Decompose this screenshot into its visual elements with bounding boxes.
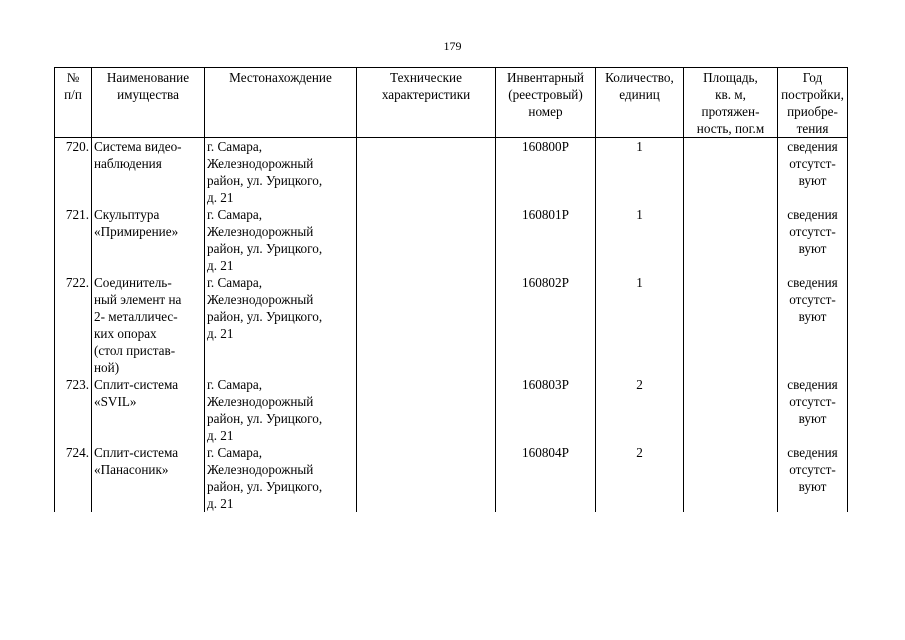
cell-area [684, 376, 778, 444]
table-row [55, 274, 848, 376]
cell-number: 721. [55, 206, 92, 274]
cell-year-line: сведения [787, 207, 838, 222]
cell-name-line: Система видео- [94, 139, 182, 154]
cell-name-line: «SVIL» [94, 394, 137, 409]
header-line: Технические [390, 70, 462, 85]
header-line: Площадь, [703, 70, 758, 85]
cell-location-line: д. 21 [207, 258, 234, 273]
cell-name [92, 274, 205, 376]
cell-inventory: 160801Р [496, 206, 596, 274]
cell-area [684, 138, 778, 207]
cell-number: 723. [55, 376, 92, 444]
cell-name [92, 138, 205, 207]
header-line: Год [802, 70, 823, 85]
cell-location-line: Железнодорожный [207, 156, 314, 171]
cell-location-line: г. Самара, [207, 207, 263, 222]
cell-name-line: Сплит-система [94, 445, 179, 460]
cell-location [205, 274, 357, 376]
cell-name-line: ких опорах [94, 326, 157, 341]
cell-inventory: 160800Р [496, 138, 596, 207]
cell-quantity: 1 [596, 274, 684, 376]
header-line: Количество, [605, 70, 674, 85]
header-line: номер [528, 104, 563, 119]
header-row [55, 68, 848, 138]
cell-year-line: отсутст- [789, 156, 836, 171]
cell-year [778, 376, 848, 444]
cell-year-line: вуют [798, 411, 827, 426]
cell-number: 724. [55, 444, 92, 512]
cell-name [92, 376, 205, 444]
cell-area [684, 274, 778, 376]
cell-location [205, 444, 357, 512]
cell-location-line: район, ул. Урицкого, [207, 173, 323, 188]
header-line: кв. м, [715, 87, 746, 102]
cell-location-line: г. Самара, [207, 377, 263, 392]
header-line: характеристики [381, 87, 471, 102]
header-line: (реестровый) [508, 87, 583, 102]
cell-location-line: район, ул. Урицкого, [207, 479, 323, 494]
cell-year-line: отсутст- [789, 224, 836, 239]
header-line: постройки, [781, 87, 844, 102]
cell-year [778, 444, 848, 512]
cell-location-line: д. 21 [207, 496, 234, 511]
cell-number: 720. [55, 138, 92, 207]
cell-technical [357, 206, 496, 274]
cell-name-line: Сплит-система [94, 377, 179, 392]
header-line: Наименование [106, 70, 190, 85]
header-line: приобре- [787, 104, 838, 119]
cell-name [92, 206, 205, 274]
table-body [55, 138, 848, 513]
property-registry-table [54, 67, 848, 512]
cell-name-line: 2- металличес- [94, 309, 178, 324]
cell-name [92, 444, 205, 512]
cell-quantity: 1 [596, 138, 684, 207]
cell-name-line: наблюдения [94, 156, 162, 171]
cell-year [778, 138, 848, 207]
header-line: имущества [117, 87, 179, 102]
header-technical [357, 68, 496, 138]
cell-year-line: отсутст- [789, 462, 836, 477]
cell-inventory: 160804Р [496, 444, 596, 512]
cell-inventory: 160802Р [496, 274, 596, 376]
cell-year-line: сведения [787, 275, 838, 290]
cell-quantity: 2 [596, 376, 684, 444]
cell-technical [357, 444, 496, 512]
cell-area [684, 444, 778, 512]
cell-location-line: район, ул. Урицкого, [207, 309, 323, 324]
header-line: тения [796, 121, 829, 136]
cell-year-line: отсутст- [789, 394, 836, 409]
cell-name-line: Скульптура [94, 207, 160, 222]
cell-technical [357, 274, 496, 376]
cell-technical [357, 138, 496, 207]
cell-name-line: ный элемент на [94, 292, 182, 307]
cell-year-line: сведения [787, 445, 838, 460]
cell-location [205, 376, 357, 444]
header-line: Инвентарный [507, 70, 584, 85]
cell-location-line: д. 21 [207, 190, 234, 205]
table-row [55, 206, 848, 274]
cell-quantity: 1 [596, 206, 684, 274]
cell-location-line: д. 21 [207, 326, 234, 341]
header-area [684, 68, 778, 138]
cell-name-line: «Примирение» [94, 224, 179, 239]
header-name [92, 68, 205, 138]
cell-location-line: Железнодорожный [207, 462, 314, 477]
cell-year-line: вуют [798, 479, 827, 494]
cell-year-line: вуют [798, 241, 827, 256]
header-number [55, 68, 92, 138]
cell-location-line: г. Самара, [207, 139, 263, 154]
header-line: № [66, 70, 80, 85]
cell-location-line: г. Самара, [207, 445, 263, 460]
cell-location-line: Железнодорожный [207, 394, 314, 409]
table-row [55, 444, 848, 512]
cell-location-line: Железнодорожный [207, 292, 314, 307]
table-row [55, 138, 848, 207]
header-quantity [596, 68, 684, 138]
cell-name-line: ной) [94, 360, 120, 375]
cell-quantity: 2 [596, 444, 684, 512]
cell-name-line: «Панасоник» [94, 462, 169, 477]
cell-name-line: Соединитель- [94, 275, 172, 290]
header-year [778, 68, 848, 138]
header-location [205, 68, 357, 138]
header-line: ность, пог.м [696, 121, 765, 136]
cell-location-line: д. 21 [207, 428, 234, 443]
cell-location-line: г. Самара, [207, 275, 263, 290]
cell-area [684, 206, 778, 274]
cell-year-line: отсутст- [789, 292, 836, 307]
cell-location [205, 206, 357, 274]
cell-year-line: сведения [787, 377, 838, 392]
cell-inventory: 160803Р [496, 376, 596, 444]
cell-location-line: район, ул. Урицкого, [207, 411, 323, 426]
cell-year-line: вуют [798, 173, 827, 188]
cell-year-line: сведения [787, 139, 838, 154]
cell-year [778, 274, 848, 376]
table-row [55, 376, 848, 444]
header-line: протяжен- [701, 104, 760, 119]
cell-number: 722. [55, 274, 92, 376]
header-line: п/п [64, 87, 82, 102]
header-line: Местонахождение [229, 70, 332, 85]
cell-name-line: (стол пристав- [94, 343, 176, 358]
header-inventory [496, 68, 596, 138]
cell-location [205, 138, 357, 207]
cell-technical [357, 376, 496, 444]
header-line: единиц [619, 87, 660, 102]
cell-year-line: вуют [798, 309, 827, 324]
page-number: 179 [443, 39, 462, 53]
cell-year [778, 206, 848, 274]
cell-location-line: Железнодорожный [207, 224, 314, 239]
cell-location-line: район, ул. Урицкого, [207, 241, 323, 256]
